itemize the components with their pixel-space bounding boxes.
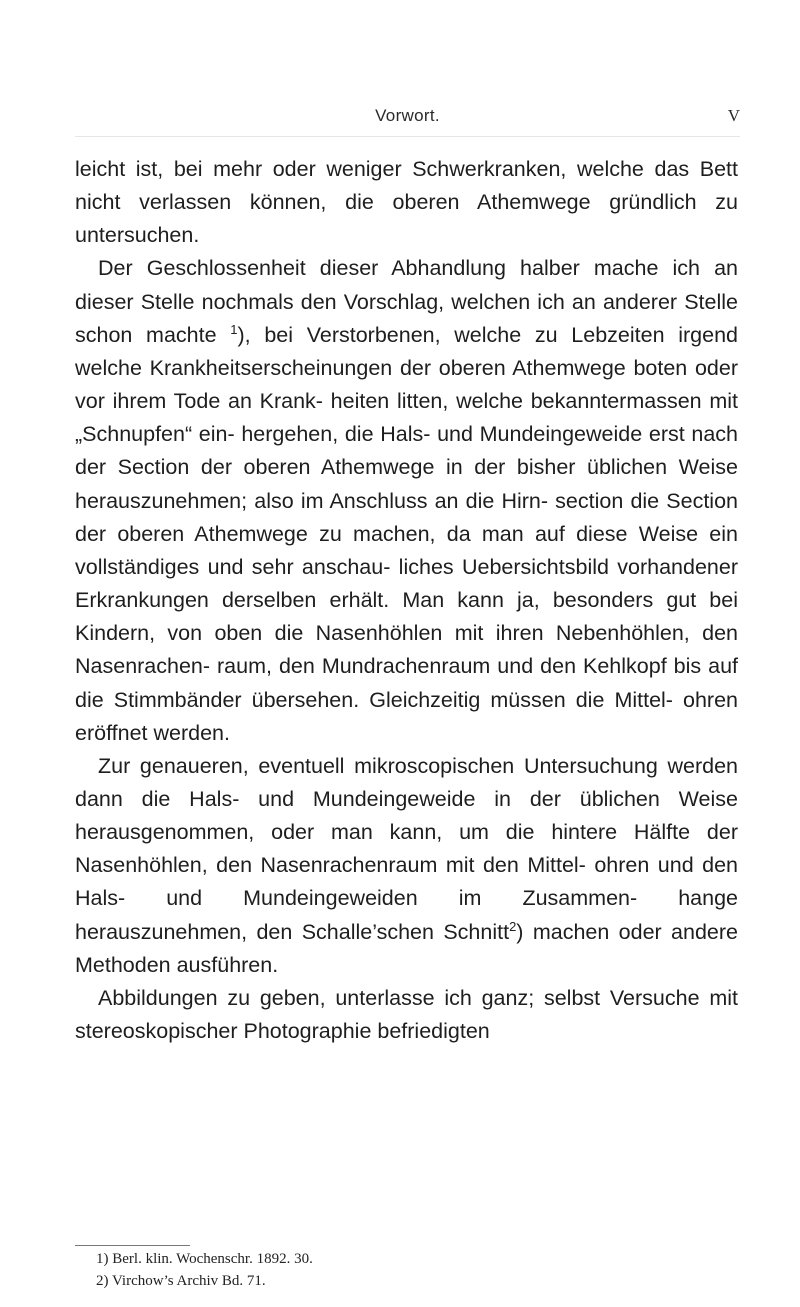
footnote-2-text: Virchow’s Archiv Bd. 71.: [111, 1273, 266, 1289]
footnote-ref-1-paren: ): [237, 322, 245, 347]
footnote-2-mark: 2): [96, 1273, 109, 1289]
header-rule: [75, 136, 740, 137]
paragraph-2-text-a: Der Geschlossenheit dieser Abhandlung halber mache ich an dieser Stelle nochmals den Vorschlag, welchen ich an anderer Stelle schon machte: [75, 256, 738, 347]
footnote-1-text: Berl. klin. Wochenschr. 1892. 30.: [112, 1251, 313, 1267]
paragraph-4-text: Abbildungen zu geben, unterlasse ich ganz; selbst Versuche mit stereoskopischer Photographie befriedigten: [75, 985, 738, 1044]
body-text: [75, 153, 738, 1048]
footnote-rule: [75, 1245, 190, 1246]
running-head: [75, 106, 740, 132]
footnote-ref-2: 2: [509, 918, 517, 934]
running-title: Vorwort.: [375, 106, 440, 125]
footnote-1-mark: 1): [96, 1251, 109, 1267]
paragraph-3: [75, 750, 738, 982]
paragraph-2-text-b: , bei Verstorbenen, welche zu Lebzeiten irgend welche Krankheitserscheinungen der oberen Athemwege boten oder vor ihrem Tode an Krank- heiten litten, welche bekanntermassen mit „Schnupfen“ ein- hergehen, die Hals- und Mundeingeweide erst nach der Section der oberen Athemwege in der bisher üblichen Weise herauszunehmen; also im Anschluss an die Hirn- section die Section der oberen Athemwege zu machen, da man auf diese Weise ein vollständiges und sehr anschau- liches Uebersichtsbild vorhandener Erkrankungen derselben erhält. Man kann ja, besonders gut bei Kindern, von oben die Nasenhöhlen mit ihren Nebenhöhlen, den Nasenrachen- raum, den Mundrachenraum und den Kehlkopf bis auf die Stimmbänder übersehen. Gleichzeitig müssen die Mittel- ohren eröffnet werden.: [75, 322, 738, 745]
footnote-ref-2-paren: ): [516, 919, 524, 944]
footnote-2: [96, 1270, 736, 1292]
paragraph-4: [75, 982, 738, 1048]
page-number: V: [727, 106, 740, 125]
footnote-ref-1: 1: [230, 321, 238, 337]
paragraph-1-text: leicht ist, bei mehr oder weniger Schwerkranken, welche das Bett nicht verlassen können, die oberen Athemwege gründlich zu untersuchen.: [75, 157, 738, 248]
footnotes: [96, 1248, 736, 1292]
paragraph-1: [75, 153, 738, 252]
paragraph-3-text-b: machen oder andere Methoden ausführen.: [75, 919, 738, 977]
paragraph-3-text-a: Zur genaueren, eventuell mikroscopischen Untersuchung werden dann die Hals- und Mundeingeweide in der üblichen Weise herausgenommen, oder man kann, um die hintere Hälfte der Nasenhöhlen, den Nasenrachenraum mit den Mittel- ohren und den Hals- und Mundeingeweiden im Zusammen- hange herauszunehmen, den Schalle’schen Schnitt: [75, 753, 738, 944]
footnote-1: [96, 1248, 736, 1270]
paragraph-2: [75, 252, 738, 749]
